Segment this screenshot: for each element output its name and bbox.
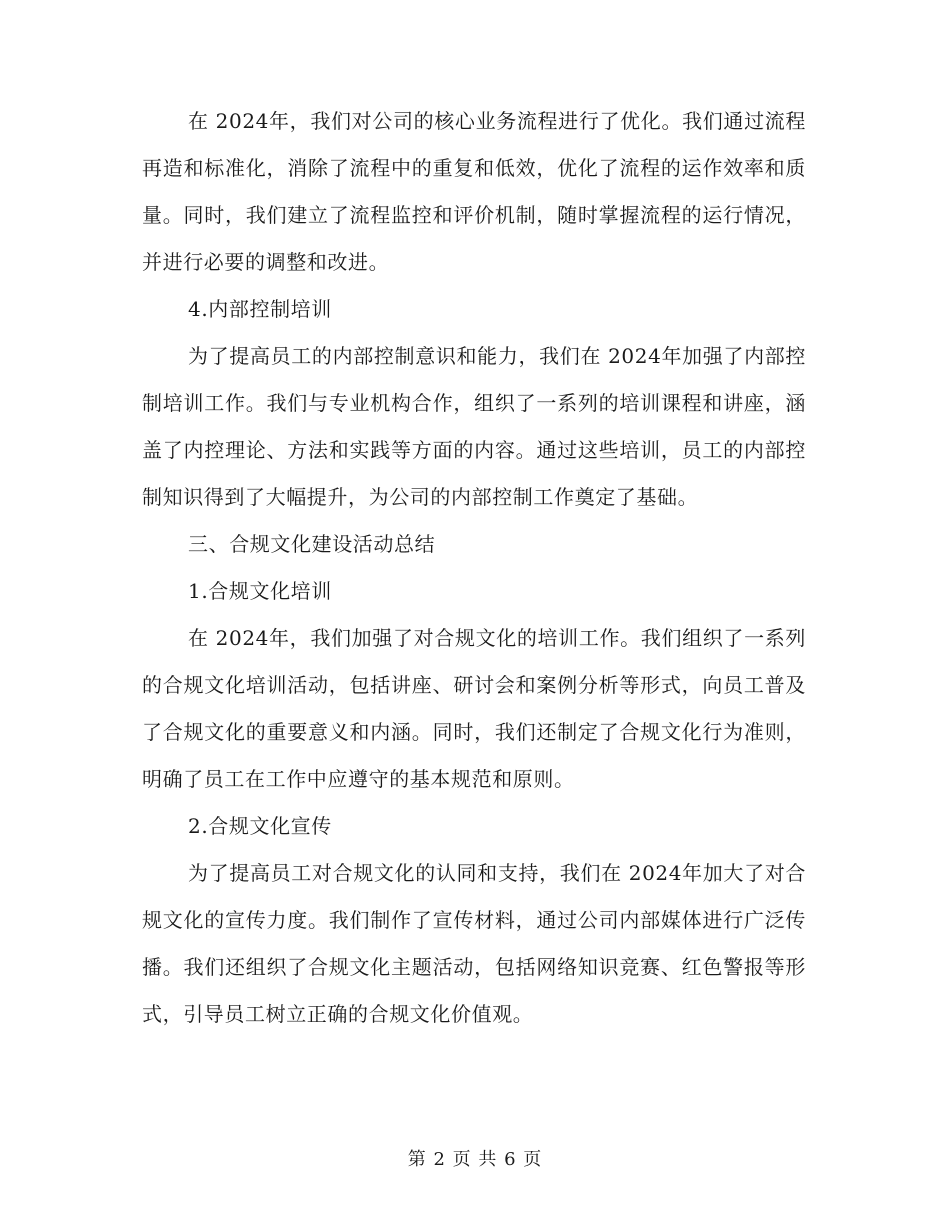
chapter-heading-compliance-culture: 三、合规文化建设活动总结 bbox=[188, 532, 436, 556]
section-heading-compliance-promotion: 2.合规文化宣传 bbox=[188, 814, 332, 838]
document-body bbox=[142, 98, 806, 1038]
section-heading-compliance-training: 1.合规文化培训 bbox=[188, 579, 332, 603]
paragraph-compliance-training: 在 2024年，我们加强了对合规文化的培训工作。我们组织了一系列的合规文化培训活动，包括讲座、研讨会和案例分析等形式，向员工普及了合规文化的重要意义和内涵。同时，我们还制定了合规文化行为准则，明确了员工在工作中应遵守的基本规范和原则。 bbox=[142, 626, 806, 791]
section-heading-internal-control-training: 4.内部控制培训 bbox=[188, 297, 332, 321]
paragraph-internal-control-training: 为了提高员工的内部控制意识和能力，我们在 2024年加强了内部控制培训工作。我们与专业机构合作，组织了一系列的培训课程和讲座，涵盖了内控理论、方法和实践等方面的内容。通过这些培训，员工的内部控制知识得到了大幅提升，为公司的内部控制工作奠定了基础。 bbox=[142, 344, 806, 509]
paragraph-compliance-promotion: 为了提高员工对合规文化的认同和支持，我们在 2024年加大了对合规文化的宣传力度。我们制作了宣传材料，通过公司内部媒体进行广泛传播。我们还组织了合规文化主题活动，包括网络知识竞赛、红色警报等形式，引导员工树立正确的合规文化价值观。 bbox=[142, 861, 806, 1026]
paragraph-process-optimization: 在 2024年，我们对公司的核心业务流程进行了优化。我们通过流程再造和标准化，消除了流程中的重复和低效，优化了流程的运作效率和质量。同时，我们建立了流程监控和评价机制，随时掌握流程的运行情况，并进行必要的调整和改进。 bbox=[142, 109, 806, 274]
page-number-footer: 第 2 页 共 6 页 bbox=[407, 1149, 543, 1170]
